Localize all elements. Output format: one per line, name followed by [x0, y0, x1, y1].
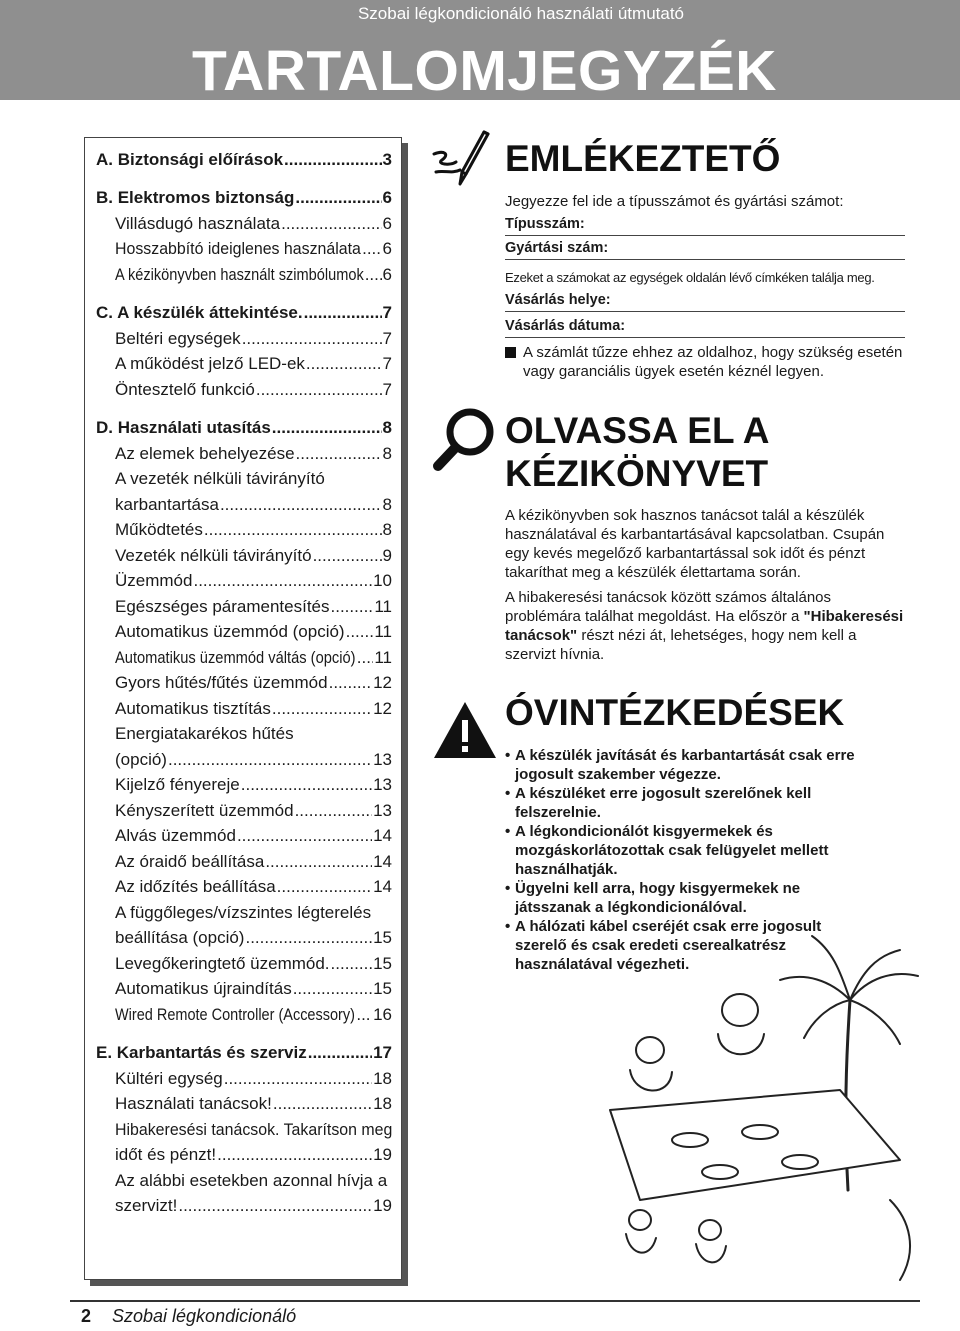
toc-entry-label: Beltéri egységek — [115, 328, 241, 348]
caution-bullet: • A légkondicionálót kisgyermekek és mozgáskorlátozottak csak felügyelet mellett használhatják. — [505, 822, 865, 879]
toc-page-number: 6 — [382, 188, 392, 207]
beach-people-illustration — [600, 900, 930, 1290]
toc-entry — [96, 208, 392, 234]
toc-leader-dots — [331, 954, 373, 974]
toc-leader-dots — [308, 1043, 372, 1063]
toc-entry — [96, 489, 392, 515]
toc-leader-dots — [295, 188, 381, 208]
toc-entry — [96, 974, 392, 1000]
toc-entry-label: Levegőkeringtető üzemmód. — [115, 953, 330, 973]
toc-entry-label: C. A készülék áttekintése. — [96, 303, 303, 322]
toc-leader-dots — [331, 597, 374, 617]
toc-page-number: 10 — [373, 571, 392, 590]
toc-entry — [96, 821, 392, 847]
toc-page-number: 17 — [373, 1043, 392, 1062]
toc-entry-label: B. Elektromos biztonság — [96, 188, 295, 207]
page-number: 2 — [81, 1306, 92, 1326]
toc-leader-dots — [245, 928, 372, 948]
toc-leader-dots — [265, 852, 372, 872]
memo-intro: Jegyezze fel ide a típusszámot és gyártási számot: — [505, 193, 844, 210]
toc-page-number: 8 — [382, 520, 392, 539]
toc-page-number: 12 — [373, 698, 392, 718]
toc-entry — [96, 719, 392, 745]
toc-entry — [96, 566, 392, 592]
troubleshooting-reference: "Hibakeresési tanácsok" — [505, 608, 904, 644]
toc-entry — [96, 897, 392, 923]
toc-page-number: 9 — [382, 545, 392, 565]
toc-leader-dots — [357, 648, 374, 668]
toc-entry-label: Automatikus tisztítás — [115, 698, 271, 718]
receipt-note — [505, 343, 905, 381]
toc-group — [96, 183, 392, 285]
toc-leader-dots — [329, 673, 372, 693]
toc-leader-dots — [272, 699, 372, 719]
toc-page-number: 7 — [382, 354, 392, 373]
toc-entry-label: A. Biztonsági előírások — [96, 149, 284, 169]
toc-entry — [96, 1165, 392, 1191]
toc-page-number: 14 — [373, 877, 392, 896]
read-paragraph-1: A kézikönyvben sok hasznos tanácsot talál a készülék használatával és karbantartásával kapcsolatban. Csupán egy kevés megelőző karbantartással sok időt és pénzt takaríthat meg a készülék élettartama során. — [505, 507, 885, 581]
toc-entry — [96, 744, 392, 770]
read-paragraph-2-end: részt nézi át, lehetséges, hogy nem kell a szervizt hívnia. — [505, 627, 857, 663]
toc-entry — [96, 515, 392, 541]
toc-entry — [96, 948, 392, 974]
toc-leader-dots — [346, 622, 374, 642]
toc-entry — [96, 1089, 392, 1115]
toc-leader-dots — [224, 1069, 372, 1089]
toc-entry-label: Az óraidő beállítása — [115, 851, 265, 871]
toc-entry-label: Használati tanácsok! — [115, 1094, 272, 1113]
toc-section-entry — [96, 298, 392, 324]
toc-page-number: 8 — [382, 443, 392, 463]
toc-entry — [96, 1114, 392, 1140]
toc-entry-label: Az elemek behelyezése — [115, 443, 295, 463]
toc-section-entry — [96, 183, 392, 209]
toc-leader-dots — [304, 303, 382, 323]
toc-group — [96, 1038, 392, 1217]
toc-leader-dots — [277, 877, 372, 897]
toc-leader-dots — [237, 826, 372, 846]
toc-entry — [96, 438, 392, 464]
toc-entry-label: karbantartása — [115, 494, 219, 514]
serial-number-label: Gyártási szám: — [505, 240, 609, 256]
toc-page-number: 11 — [374, 647, 392, 667]
toc-leader-dots — [193, 571, 372, 591]
toc-leader-dots — [306, 354, 382, 374]
read-paragraph-2 — [505, 588, 905, 664]
serial-number-field — [505, 240, 905, 260]
magnifier-icon — [430, 406, 500, 476]
caution-bullet: • A készüléket erre jogosult szerelőnek kell felszerelnie. — [505, 784, 865, 822]
toc-page-number: 11 — [374, 596, 392, 616]
toc-entry — [96, 846, 392, 872]
toc-leader-dots — [204, 520, 382, 540]
toc-leader-dots — [296, 444, 382, 464]
toc-entry — [96, 668, 392, 694]
square-bullet-icon — [505, 347, 516, 358]
toc-leader-dots — [168, 750, 372, 770]
toc-entry-label: Kültéri egység — [115, 1068, 223, 1088]
toc-entry-label: Automatikus üzemmód váltás (opció) — [115, 647, 356, 667]
toc-page-number: 13 — [373, 800, 392, 820]
toc-entry — [96, 540, 392, 566]
footer-rule — [70, 1300, 920, 1302]
toc-entry — [96, 349, 392, 375]
toc-leader-dots — [281, 214, 381, 234]
toc-page-number: 13 — [373, 775, 392, 794]
toc-page-number: 15 — [373, 953, 392, 973]
toc-entry — [96, 591, 392, 617]
toc-page-number: 13 — [373, 749, 392, 769]
toc-entry-label: Kényszerített üzemmód — [115, 800, 294, 820]
toc-page-number: 7 — [382, 328, 392, 348]
toc-entry-label: Alvás üzemmód — [115, 826, 236, 845]
read-paragraph-2-start: A hibakeresési tanácsok között számos általános problémára találhat megoldást. Ha először a — [505, 589, 832, 625]
toc-leader-dots — [178, 1196, 372, 1216]
toc-section-entry — [96, 413, 392, 439]
toc-leader-dots — [273, 1094, 372, 1114]
toc-group — [96, 413, 392, 1025]
toc-entry-label: Automatikus újraindítás — [115, 979, 292, 998]
toc-entry-label: Hibakeresési tanácsok. Takarítson meg — [115, 1119, 393, 1139]
toc-page-number: 6 — [382, 264, 392, 284]
toc-entry — [96, 617, 392, 643]
memo-note: Ezeket a számokat az egységek oldalán lévő címkéken találja meg. — [505, 270, 875, 285]
toc-entry — [96, 642, 392, 668]
toc-entry-label: A működést jelző LED-ek — [115, 354, 305, 373]
toc-entry — [96, 1063, 392, 1089]
toc-page-number: 18 — [373, 1068, 392, 1088]
toc-page-number: 15 — [373, 979, 392, 998]
toc-entry-label: Az alábbi esetekben azonnal hívja a — [115, 1170, 388, 1190]
toc-entry-label: Üzemmód — [115, 571, 193, 590]
toc-leader-dots — [365, 265, 382, 285]
toc-page-number: 16 — [373, 1004, 392, 1024]
purchase-date-field — [505, 318, 905, 338]
toc-leader-dots — [241, 775, 372, 795]
purchase-date-label: Vásárlás dátuma: — [505, 318, 626, 334]
footer-text: Szobai légkondicionáló — [112, 1306, 297, 1326]
toc-entry-label: Hosszabbító ideiglenes használata — [115, 239, 361, 258]
toc-entry-label: E. Karbantartás és szerviz — [96, 1043, 307, 1062]
toc-page-number: 8 — [382, 494, 392, 514]
toc-page-number: 12 — [373, 673, 392, 692]
toc-entry — [96, 259, 392, 285]
toc-entry-label: Wired Remote Controller (Accessory) — [115, 1004, 355, 1024]
toc-leader-dots — [217, 1145, 372, 1165]
toc-entry-label: (opció) — [115, 749, 167, 769]
toc-entry — [96, 374, 392, 400]
toc-entry-label: Kijelző fényereje — [115, 775, 240, 794]
purchase-place-label: Vásárlás helye: — [505, 292, 611, 308]
memo-heading: EMLÉKEZTETŐ — [505, 138, 781, 179]
page-title: TARTALOMJEGYZÉK — [192, 39, 777, 103]
toc-page-number: 7 — [382, 379, 392, 399]
toc-entry-label: Működtetés — [115, 520, 203, 539]
toc-leader-dots — [356, 1005, 372, 1025]
toc-section-entry — [96, 1038, 392, 1064]
toc-leader-dots — [293, 979, 372, 999]
receipt-note-text: A számlát tűzze ehhez az oldalhoz, hogy szükség esetén vagy garanciális ügyek esetén kéznél legyen. — [523, 344, 903, 380]
toc-leader-dots — [242, 329, 382, 349]
toc-entry-label: beállítása (opció) — [115, 928, 245, 947]
toc-entry-label: Öntesztelő funkció — [115, 379, 255, 399]
caution-bullet: • A készülék javítását és karbantartását csak erre jogosult szakember végezze. — [505, 746, 865, 784]
pen-writing-icon — [430, 130, 500, 200]
header-subtitle: Szobai légkondicionáló használati útmutató — [357, 4, 684, 23]
warning-triangle-icon — [430, 696, 500, 766]
toc-entry — [96, 770, 392, 796]
toc-section-entry — [96, 144, 392, 170]
toc-entry — [96, 1191, 392, 1217]
toc-entry-label: Energiatakarékos hűtés — [115, 724, 294, 743]
toc-page-number: 8 — [382, 418, 392, 437]
read-heading-line1: OLVASSA EL A — [505, 410, 770, 451]
toc-entry-label: Gyors hűtés/fűtés üzemmód — [115, 673, 328, 692]
toc-entry-label: D. Használati utasítás — [96, 418, 271, 437]
toc-leader-dots — [362, 239, 381, 259]
toc-page-number: 7 — [382, 303, 392, 322]
toc-entry — [96, 999, 392, 1025]
caution-heading: ÓVINTÉZKEDÉSEK — [505, 692, 845, 733]
toc-entry-label: Vezeték nélküli távirányító — [115, 545, 312, 565]
toc-leader-dots — [256, 380, 382, 400]
toc-entry — [96, 923, 392, 949]
toc-entry — [96, 795, 392, 821]
toc-page-number: 19 — [373, 1196, 392, 1215]
toc-entry-label: Az időzítés beállítása — [115, 877, 276, 896]
toc-group — [96, 144, 392, 170]
toc-leader-dots — [295, 801, 373, 821]
toc-entry — [96, 464, 392, 490]
toc-entry — [96, 234, 392, 260]
toc-leader-dots — [272, 418, 382, 438]
caution-bullet: • A hálózati kábel cseréjét csak erre jogosult szerelő és csak eredeti cserealkatrész használatával végezheti. — [505, 917, 865, 974]
toc-entry-label: Villásdugó használata — [115, 213, 281, 233]
toc-page-number: 6 — [382, 239, 392, 258]
read-heading-line2: KÉZIKÖNYVET — [505, 453, 769, 494]
toc-entry-label: Egészséges páramentesítés — [115, 596, 330, 616]
table-of-contents — [96, 144, 392, 1229]
toc-group — [96, 298, 392, 400]
toc-page-number: 6 — [382, 213, 392, 233]
toc-leader-dots — [284, 150, 381, 170]
toc-entry — [96, 1140, 392, 1166]
type-number-field — [505, 216, 905, 236]
toc-entry-label: szervizt! — [115, 1196, 178, 1215]
toc-entry — [96, 693, 392, 719]
toc-entry-label: A függőleges/vízszintes légterelés — [115, 902, 372, 922]
type-number-label: Típusszám: — [505, 216, 585, 232]
toc-page-number: 18 — [373, 1094, 392, 1113]
toc-entry-label: A vezeték nélküli távirányító — [115, 469, 325, 488]
toc-page-number: 15 — [373, 928, 392, 947]
toc-entry — [96, 872, 392, 898]
toc-entry — [96, 323, 392, 349]
toc-page-number: 14 — [373, 826, 392, 845]
toc-entry-label: időt és pénzt! — [115, 1145, 217, 1164]
purchase-place-field — [505, 292, 905, 312]
toc-page-number: 14 — [373, 851, 392, 871]
toc-page-number: 19 — [373, 1145, 392, 1164]
toc-leader-dots — [220, 495, 382, 515]
toc-entry-label: A kézikönyvben használt szimbólumok — [115, 264, 364, 284]
toc-page-number: 11 — [374, 622, 392, 641]
caution-bullet: • Ügyelni kell arra, hogy kisgyermekek ne játsszanak a légkondicionálóval. — [505, 879, 865, 917]
toc-entry-label: Automatikus üzemmód (opció) — [115, 622, 345, 641]
toc-page-number: 3 — [382, 149, 392, 169]
toc-leader-dots — [313, 546, 382, 566]
